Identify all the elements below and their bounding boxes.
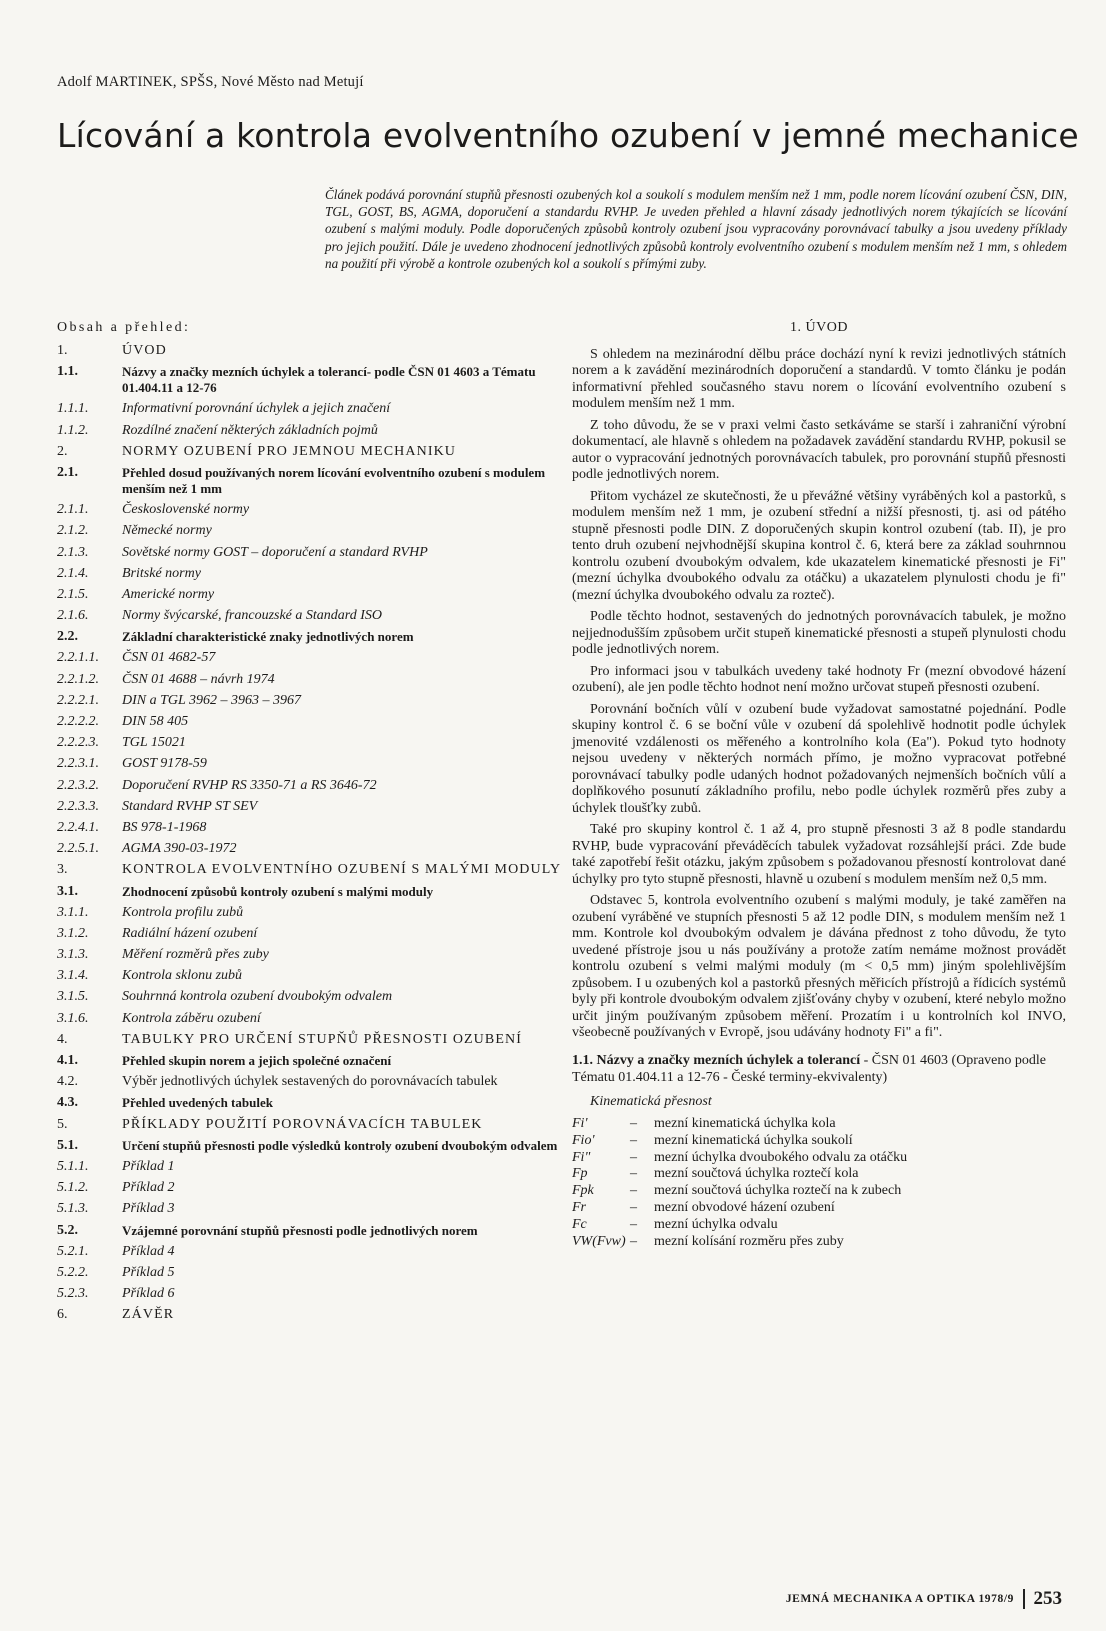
toc-item-number: 4.3. xyxy=(57,1095,78,1111)
toc-item-number: 1. xyxy=(57,343,68,358)
toc-item-number: 5.1.2. xyxy=(57,1180,89,1196)
toc-item xyxy=(57,756,562,772)
toc-item-text: Československé normy xyxy=(122,502,250,518)
toc-item xyxy=(57,629,562,645)
toc-item xyxy=(57,1223,562,1239)
toc-item-text: Přehled dosud používaných norem lícování evolventního ozubení s modulem menším než 1 mm xyxy=(122,464,546,496)
body-paragraph: Pro informaci jsou v tabulkách uvedeny také hodnoty Fr (mezní obvodové házení ozubení), ale jen podle těchto hodnot není možno určovat stupeň přesnosti ozubení. xyxy=(572,663,1066,695)
toc-item-text: Rozdílné značení některých základních pojmů xyxy=(122,422,378,438)
definition-row xyxy=(572,1200,1066,1217)
toc-item-number: 2.1.5. xyxy=(57,586,89,602)
toc-item-number: 1.1.1. xyxy=(57,401,89,417)
toc-item-number: 2.2.2.3. xyxy=(57,735,99,751)
definitions-list xyxy=(572,1116,1066,1250)
toc-item-text: KONTROLA EVOLVENTNÍHO OZUBENÍ S MALÝMI MODULY xyxy=(122,862,562,878)
toc-item xyxy=(57,778,562,794)
body-paragraph: Přitom vycházel ze skutečnosti, že u převážné většiny vyráběných kol a pastorků, s modulem menším než 1 mm, je ozubení střední a nižší přesnosti, tj. asi od pátého stupně přesnosti podle DIN. Z doporučených skupin kontrol ozubení (tab. II), je pro tento druh ozubení nejvhodnější skupina kontrol č. 6, která bere za základ souhrnnou kontrolu ozubení dvoubokým odvalem, kde ukazatelem kinematické přesnosti je Fi" (mezní úchylka dvoubokého odvalu za otáčku) a ukazatelem plynulosti chodu je fi" (mezní úchylka dvoubokého odvalu za rozteč). xyxy=(572,488,1066,603)
toc-item-number: 5. xyxy=(57,1116,68,1132)
toc-item xyxy=(57,1074,562,1090)
table-of-contents xyxy=(57,320,562,1328)
toc-item xyxy=(57,1117,562,1133)
toc-item-number: 5.2.2. xyxy=(57,1264,89,1280)
toc-item-number: 6. xyxy=(57,1307,68,1323)
toc-item-text: Standard RVHP ST SEV xyxy=(122,798,258,814)
toc-item-text: Kontrola profilu zubů xyxy=(122,904,244,920)
toc-item-number: 4. xyxy=(57,1031,68,1047)
definition-row xyxy=(572,1150,1066,1167)
toc-item-number: 3.1.1. xyxy=(57,904,89,920)
toc-item-number: 5.1. xyxy=(57,1137,78,1153)
toc-item-number: 2.2.5.1. xyxy=(57,841,99,857)
toc-item-number: 2. xyxy=(57,443,68,459)
toc-item-text: ÚVOD xyxy=(122,343,167,358)
definition-dash: – xyxy=(630,1216,637,1232)
toc-item-number: 3.1.2. xyxy=(57,925,89,941)
toc-item-number: 2.2.2.1. xyxy=(57,692,99,708)
toc-item-number: 2.2.3.3. xyxy=(57,798,99,814)
toc-item-text: ZÁVĚR xyxy=(122,1307,175,1323)
toc-item-number: 3.1.3. xyxy=(57,947,89,963)
toc-item xyxy=(57,465,562,497)
toc-item xyxy=(57,947,562,963)
toc-item-text: Základní charakteristické znaky jednotlivých norem xyxy=(122,629,414,645)
toc-item-number: 5.2. xyxy=(57,1222,78,1238)
toc-item-text: Příklad 2 xyxy=(122,1180,175,1196)
toc-list xyxy=(57,343,562,1323)
definition-dash: – xyxy=(630,1199,637,1215)
toc-item-number: 2.1.6. xyxy=(57,608,89,624)
article-title: Lícování a kontrola evolventního ozubení v jemné mechanice xyxy=(57,116,1079,155)
toc-item xyxy=(57,1201,562,1217)
section-heading: 1. ÚVOD xyxy=(790,320,848,335)
definition-dash: – xyxy=(630,1233,637,1249)
toc-item-number: 2.2.2.2. xyxy=(57,714,99,729)
toc-item xyxy=(57,587,562,603)
toc-item xyxy=(57,1307,562,1323)
toc-item xyxy=(57,735,562,751)
toc-item-number: 3.1.4. xyxy=(57,968,89,984)
definition-symbol: Fpk xyxy=(572,1183,594,1199)
toc-item-text: Německé normy xyxy=(122,523,212,539)
definition-symbol: Fp xyxy=(572,1166,588,1182)
toc-item-text: Britské normy xyxy=(122,565,201,581)
toc-item-number: 2.2.1.2. xyxy=(57,671,99,687)
toc-item-number: 2.2.4.1. xyxy=(57,819,99,835)
toc-item-number: 3.1. xyxy=(57,883,78,899)
toc-item-text: TABULKY PRO URČENÍ STUPŇŮ PŘESNOSTI OZUBENÍ xyxy=(122,1031,522,1047)
toc-item xyxy=(57,926,562,942)
toc-item-number: 5.2.1. xyxy=(57,1243,89,1259)
page-footer xyxy=(786,1588,1062,1610)
subsection-heading xyxy=(572,1052,1066,1086)
toc-item xyxy=(57,343,562,359)
toc-item-text: Měření rozměrů přes zuby xyxy=(122,947,269,963)
toc-item-number: 3. xyxy=(57,862,68,878)
toc-item-text: Sovětské normy GOST – doporučení a standard RVHP xyxy=(122,544,428,560)
toc-item-text: Názvy a značky mezních úchylek a tolerancí- podle ČSN 01 4603 a Tématu 01.404.11 a 12-76 xyxy=(122,364,536,396)
toc-item-text: Výběr jednotlivých úchylek sestavených do porovnávacích tabulek xyxy=(122,1074,498,1090)
definition-dash: – xyxy=(630,1183,637,1199)
definition-text: mezní úchylka dvoubokého odvalu za otáčku xyxy=(654,1149,908,1165)
toc-item-number: 2.2.1.1. xyxy=(57,650,99,666)
toc-item xyxy=(57,545,562,561)
toc-item xyxy=(57,650,562,666)
toc-item-text: DIN a TGL 3962 – 3963 – 3967 xyxy=(122,692,302,708)
toc-item xyxy=(57,1244,562,1260)
journal-name: JEMNÁ MECHANIKA A OPTIKA 1978/9 xyxy=(785,1593,1014,1605)
toc-item-text: Radiální házení ozubení xyxy=(122,925,258,941)
toc-item-text: Příklad 1 xyxy=(122,1158,175,1174)
toc-item xyxy=(57,820,562,836)
toc-item xyxy=(57,1180,562,1196)
toc-item-text: Zhodnocení způsobů kontroly ozubení s malými moduly xyxy=(122,883,434,899)
toc-item-text: Příklad 5 xyxy=(122,1264,175,1280)
footer-separator xyxy=(1023,1589,1025,1609)
author-line: Adolf MARTINEK, SPŠS, Nové Město nad Metují xyxy=(57,74,364,90)
toc-item-number: 1.1. xyxy=(57,364,78,380)
toc-item-text: Příklad 3 xyxy=(122,1201,175,1217)
body-paragraph: Porovnání bočních vůlí v ozubení bude vyžadovat samostatné pojednání. Podle skupiny kontrol č. 6 se boční vůle v ozubení dá spolehlivě hodnotit podle úchylek jmenovité vzdálenosti os měřeného a kontrolního kola (Ea"). Pokud tyto hodnoty nejsou uvedeny v některých normách přímo, je možno vypracovat potřebné porovnávací tabulky podle udaných hodnot požadovaných nejmenších bočních vůlí a doplňkového posunutí základního profilu, nebo podle úchylek rozměrů přes zuby a úchylek tloušťky zubů. xyxy=(572,701,1066,816)
toc-item-text: ČSN 01 4688 – návrh 1974 xyxy=(122,671,275,687)
definition-symbol: Fr xyxy=(572,1199,586,1215)
toc-item-number: 5.1.3. xyxy=(57,1201,89,1217)
toc-item xyxy=(57,364,562,396)
definition-text: mezní úchylka odvalu xyxy=(654,1216,778,1232)
toc-item-text: Vzájemné porovnání stupňů přesnosti podle jednotlivých norem xyxy=(122,1222,478,1238)
toc-item-text: Informativní porovnání úchylek a jejich značení xyxy=(122,401,391,417)
toc-title: Obsah a přehled: xyxy=(57,320,191,335)
toc-item xyxy=(57,502,562,518)
definition-symbol: Fi" xyxy=(572,1149,591,1165)
definition-row xyxy=(572,1116,1066,1133)
toc-item xyxy=(57,693,562,709)
toc-item-text: GOST 9178-59 xyxy=(122,756,207,772)
toc-item-number: 2.2. xyxy=(57,629,78,645)
definition-row xyxy=(572,1133,1066,1150)
kinematic-title: Kinematická přesnost xyxy=(590,1093,712,1109)
toc-item xyxy=(57,423,562,439)
definition-row xyxy=(572,1166,1066,1183)
body-paragraph: S ohledem na mezinárodní dělbu práce dochází nyní k revizi jednotlivých státních norem a k zavádění mezinárodních doporučení a standardů. V tomto článku je podán informativní přehled současného stavu norem o lícování evolventního ozubení s modulem menším než 1 mm. xyxy=(572,346,1066,411)
toc-item-number: 4.1. xyxy=(57,1053,78,1068)
definition-row xyxy=(572,1234,1066,1251)
toc-item-number: 5.2.3. xyxy=(57,1286,89,1302)
toc-item-text: Doporučení RVHP RS 3350-71 a RS 3646-72 xyxy=(122,777,377,793)
body-paragraph: Z toho důvodu, že se v praxi velmi často setkáváme se starší i zahraniční výrobní dokumentací, ale hlavně s ohledem na požadavek zavádění standardu RVHP, pokusil se autor o vypracování jednotných porovnávacích tabulek, pro porovnání stupňů přesnosti podle jednotlivých norem. xyxy=(572,417,1066,482)
definition-text: mezní součtová úchylka roztečí na k zubech xyxy=(654,1183,902,1199)
toc-item xyxy=(57,1159,562,1175)
toc-item-number: 2.1. xyxy=(57,464,78,480)
toc-item xyxy=(57,1053,562,1069)
toc-item-number: 2.2.3.2. xyxy=(57,777,99,793)
toc-item xyxy=(57,1138,562,1154)
toc-item xyxy=(57,1095,562,1111)
toc-item xyxy=(57,862,562,878)
toc-item-number: 2.1.3. xyxy=(57,544,89,560)
definition-row xyxy=(572,1183,1066,1200)
subsection-heading-bold: 1.1. Názvy a značky mezních úchylek a tolerancí xyxy=(572,1052,861,1068)
toc-item-text: Souhrnná kontrola ozubení dvoubokým odvalem xyxy=(122,989,393,1005)
toc-item xyxy=(57,566,562,582)
toc-item-number: 1.1.2. xyxy=(57,422,89,438)
toc-item xyxy=(57,799,562,815)
toc-item-number: 2.1.2. xyxy=(57,523,89,539)
body-paragraph: Odstavec 5, kontrola evolventního ozubení s malými moduly, je také zaměřen na ozubení vyráběné ve stupních přesnosti 5 až 12 podle DIN, s modulem menším než 1 mm. Kontrole kol dvoubokým odvalem je dávána přednost z toho důvodu, že tyto uvedené přístroje jsou u nás používány a protože zatím nemáme možnost provádět kontrolu ozubení s velmi malými moduly (m < 0,5 mm) jiným spolehlivějším způsobem. I u ozubených kol a pastorků přesných měřicích přístrojů a řídicích systémů byly při kontrole dvoubokým odvalem zjišťovány chyby v ozubení, které nebylo možno určit jiným používaným způsobem měření. Prozatím i u kontrolních kol INVO, všeobecně používaných v Evropě, jsou udávány hodnoty Fi" a fi". xyxy=(572,893,1066,1040)
definition-symbol: Fio' xyxy=(572,1132,595,1148)
definition-text: mezní kolísání rozměru přes zuby xyxy=(654,1233,844,1249)
toc-item-text: Přehled uvedených tabulek xyxy=(122,1095,273,1111)
toc-item xyxy=(57,523,562,539)
toc-item-text: Normy švýcarské, francouzské a Standard ISO xyxy=(122,608,382,624)
toc-item xyxy=(57,989,562,1005)
toc-item-text: AGMA 390-03-1972 xyxy=(122,841,237,857)
toc-item xyxy=(57,1011,562,1027)
toc-item xyxy=(57,401,562,417)
toc-item xyxy=(57,444,562,460)
toc-item xyxy=(57,1032,562,1048)
toc-item-text: BS 978-1-1968 xyxy=(122,819,207,835)
definition-text: mezní součtová úchylka roztečí kola xyxy=(654,1166,859,1182)
toc-item-text: TGL 15021 xyxy=(122,735,186,751)
body-paragraph: Také pro skupiny kontrol č. 1 až 4, pro stupně přesnosti 3 až 8 podle standardu RVHP, bude vypracování převáděcích tabulek vyžadovat rozsáhlejší práci. Zde bude také zapotřebí řešit otázku, jakým způsobem s požadovanou přesností kontrolovat dané úchylky pro tyto stupně přesnosti, hlavně u ozubení s modulem menším než 0,5 mm. xyxy=(572,822,1066,887)
body-paragraphs xyxy=(572,347,1066,1042)
toc-item xyxy=(57,1286,562,1302)
abstract: Článek podává porovnání stupňů přesnosti ozubených kol a soukolí s modulem menším než 1 mm, podle norem lícování ozubení ČSN, DIN, TGL, GOST, BS, AGMA, doporučení a standardu RVHP. Je uveden přehled a hlavní zásady jednotlivých norem týkajících se lícování ozubení s malými moduly. Podle doporučených způsobů kontroly ozubení jsou vypracovány porovnávací tabulky a jsou uvedeny příklady pro jejich použití. Dále je uvedeno zhodnocení jednotlivých způsobů kontroly evolventního ozubení s modulem menším než 1 mm, s ohledem na použití při výrobě a kontrole ozubených kol a soukolí s přímými zuby. xyxy=(325,187,1067,271)
toc-item-text: NORMY OZUBENÍ PRO JEMNOU MECHANIKU xyxy=(122,443,456,459)
toc-item xyxy=(57,905,562,921)
toc-item-text: Kontrola sklonu zubů xyxy=(122,968,243,984)
toc-item-text: Určení stupňů přesnosti podle výsledků kontroly ozubení dvoubokým odvalem xyxy=(122,1137,558,1153)
toc-item xyxy=(57,608,562,624)
toc-item xyxy=(57,714,562,730)
right-column xyxy=(572,320,1066,1250)
toc-item-number: 2.1.4. xyxy=(57,565,89,581)
toc-item xyxy=(57,884,562,900)
toc-item-number: 5.1.1. xyxy=(57,1158,89,1174)
definition-symbol: Fi' xyxy=(572,1116,588,1131)
toc-item-number: 2.2.3.1. xyxy=(57,756,99,772)
toc-item-text: DIN 58 405 xyxy=(122,714,189,729)
toc-item xyxy=(57,968,562,984)
definition-symbol: VW(Fvw) xyxy=(572,1233,626,1249)
toc-item-number: 2.1.1. xyxy=(57,502,89,518)
toc-item-number: 4.2. xyxy=(57,1074,78,1090)
definition-dash: – xyxy=(630,1166,637,1182)
definition-dash: – xyxy=(630,1132,637,1148)
toc-item xyxy=(57,1265,562,1281)
toc-item-text: Kontrola záběru ozubení xyxy=(122,1010,261,1026)
toc-item-text: ČSN 01 4682-57 xyxy=(122,650,216,666)
definition-dash: – xyxy=(630,1149,637,1165)
page-number: 253 xyxy=(1033,1588,1062,1609)
subsection-heading-rest: - ČSN 01 4603 (Opraveno podle Tématu 01.404.11 a 12-76 - České terminy-ekvivalenty) xyxy=(572,1052,1047,1085)
body-paragraph: Podle těchto hodnot, sestavených do jednotných porovnávacích tabulek, je možno nejjednodušším způsobem určit stupeň kinematické přesnosti a stupeň plynulosti chodu podle jednotlivých norem. xyxy=(572,609,1066,657)
toc-item-text: Příklad 4 xyxy=(122,1243,175,1259)
definition-dash: – xyxy=(630,1116,637,1131)
definition-symbol: Fc xyxy=(572,1216,587,1232)
toc-item-number: 3.1.6. xyxy=(57,1010,89,1026)
toc-item-number: 3.1.5. xyxy=(57,989,89,1005)
definition-text: mezní kinematická úchylka soukolí xyxy=(654,1132,853,1148)
definition-text: mezní obvodové házení ozubení xyxy=(654,1199,835,1215)
toc-item-text: Příklad 6 xyxy=(122,1286,175,1302)
toc-item xyxy=(57,841,562,857)
toc-item-text: Přehled skupin norem a jejich společné označení xyxy=(122,1053,392,1068)
definition-text: mezní kinematická úchylka kola xyxy=(654,1116,836,1131)
toc-item-text: Americké normy xyxy=(122,586,215,602)
toc-item xyxy=(57,672,562,688)
toc-item-text: PŘÍKLADY POUŽITÍ POROVNÁVACÍCH TABULEK xyxy=(122,1116,483,1132)
definition-row xyxy=(572,1217,1066,1234)
